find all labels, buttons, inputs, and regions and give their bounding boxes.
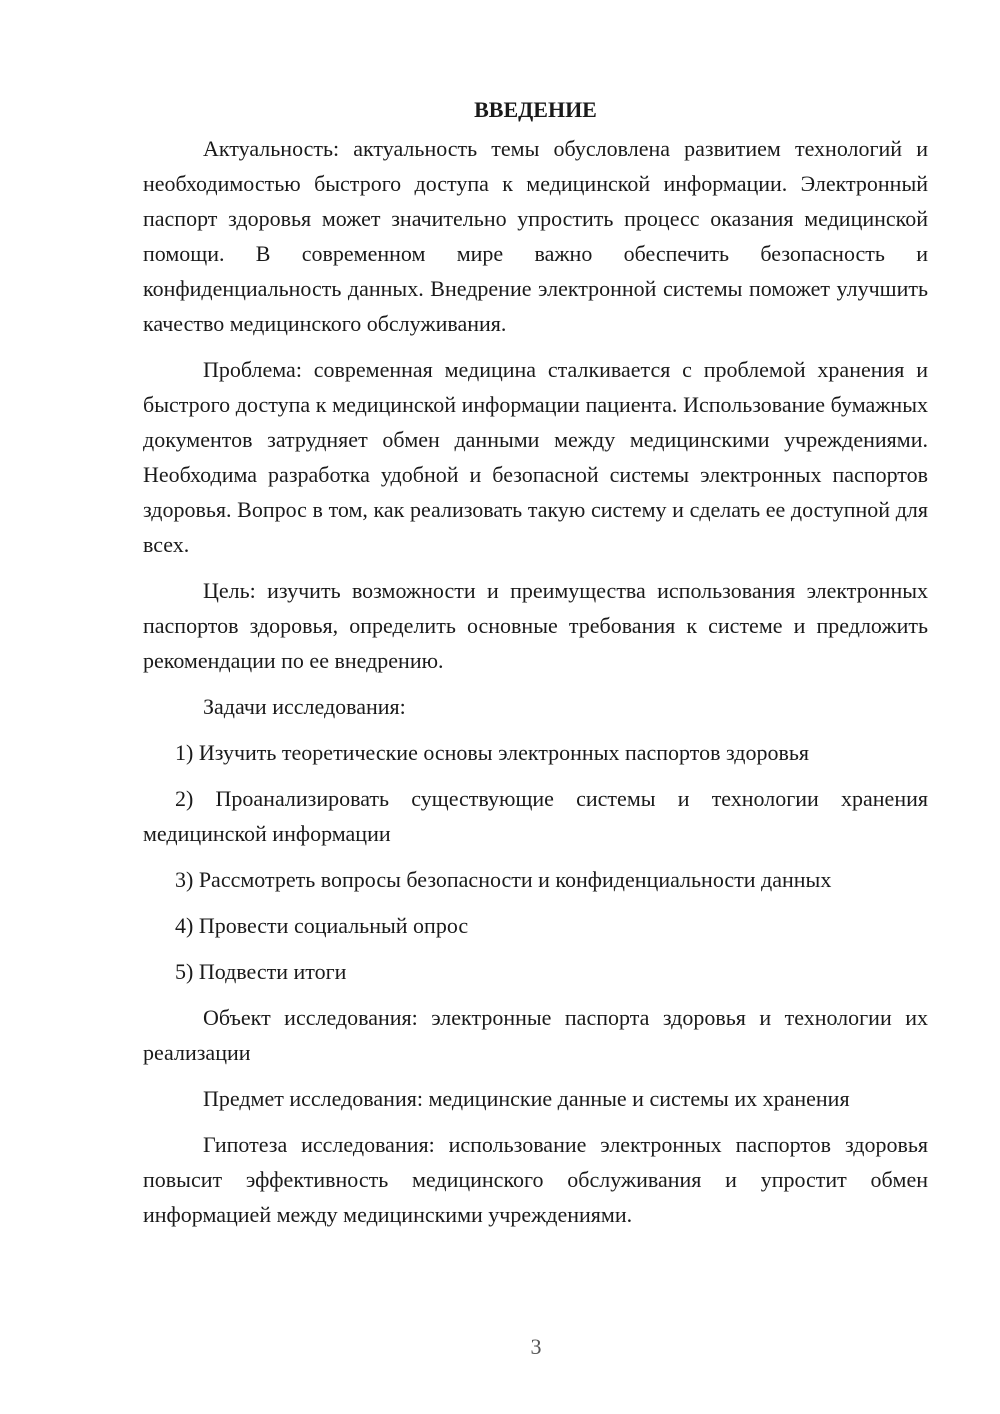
task-item-4: 4) Провести социальный опрос bbox=[175, 913, 469, 938]
task-item-5: 5) Подвести итоги bbox=[175, 959, 347, 984]
relevance-paragraph: Актуальность: актуальность темы обусловлена развитием технологий и необходимостью быстрого доступа к медицинской информации. Электронный паспорт здоровья может значительно упростить процесс оказания медицинской помощи. В современном мире важно обеспечить безопасность и конфиденциальность данных. Внедрение электронной системы поможет улучшить качество медицинского обслуживания. bbox=[143, 136, 928, 336]
tasks-title: Задачи исследования: bbox=[203, 694, 406, 719]
task-item-2: 2) Проанализировать существующие системы и технологии хранения медицинской информации bbox=[143, 786, 928, 846]
page-title: ВВЕДЕНИЕ bbox=[474, 97, 597, 122]
subject-paragraph: Предмет исследования: медицинские данные и системы их хранения bbox=[203, 1086, 850, 1111]
task-item-1: 1) Изучить теоретические основы электронных паспортов здоровья bbox=[175, 740, 810, 765]
document-page bbox=[143, 92, 928, 1243]
hypothesis-paragraph: Гипотеза исследования: использование электронных паспортов здоровья повысит эффективность медицинского обслуживания и упростит обмен информацией между медицинскими учреждениями. bbox=[143, 1132, 928, 1227]
page-number: 3 bbox=[530, 1334, 542, 1359]
task-item-3: 3) Рассмотреть вопросы безопасности и конфиденциальности данных bbox=[175, 867, 832, 892]
object-paragraph: Объект исследования: электронные паспорта здоровья и технологии их реализации bbox=[143, 1005, 928, 1065]
goal-paragraph: Цель: изучить возможности и преимущества использования электронных паспортов здоровья, определить основные требования к системе и предложить рекомендации по ее внедрению. bbox=[143, 578, 928, 673]
problem-paragraph: Проблема: современная медицина сталкивается с проблемой хранения и быстрого доступа к медицинской информации пациента. Использование бумажных документов затрудняет обмен данными между медицинскими учреждениями. Необходима разработка удобной и безопасной системы электронных паспортов здоровья. Вопрос в том, как реализовать такую систему и сделать ее доступной для всех. bbox=[143, 357, 928, 557]
